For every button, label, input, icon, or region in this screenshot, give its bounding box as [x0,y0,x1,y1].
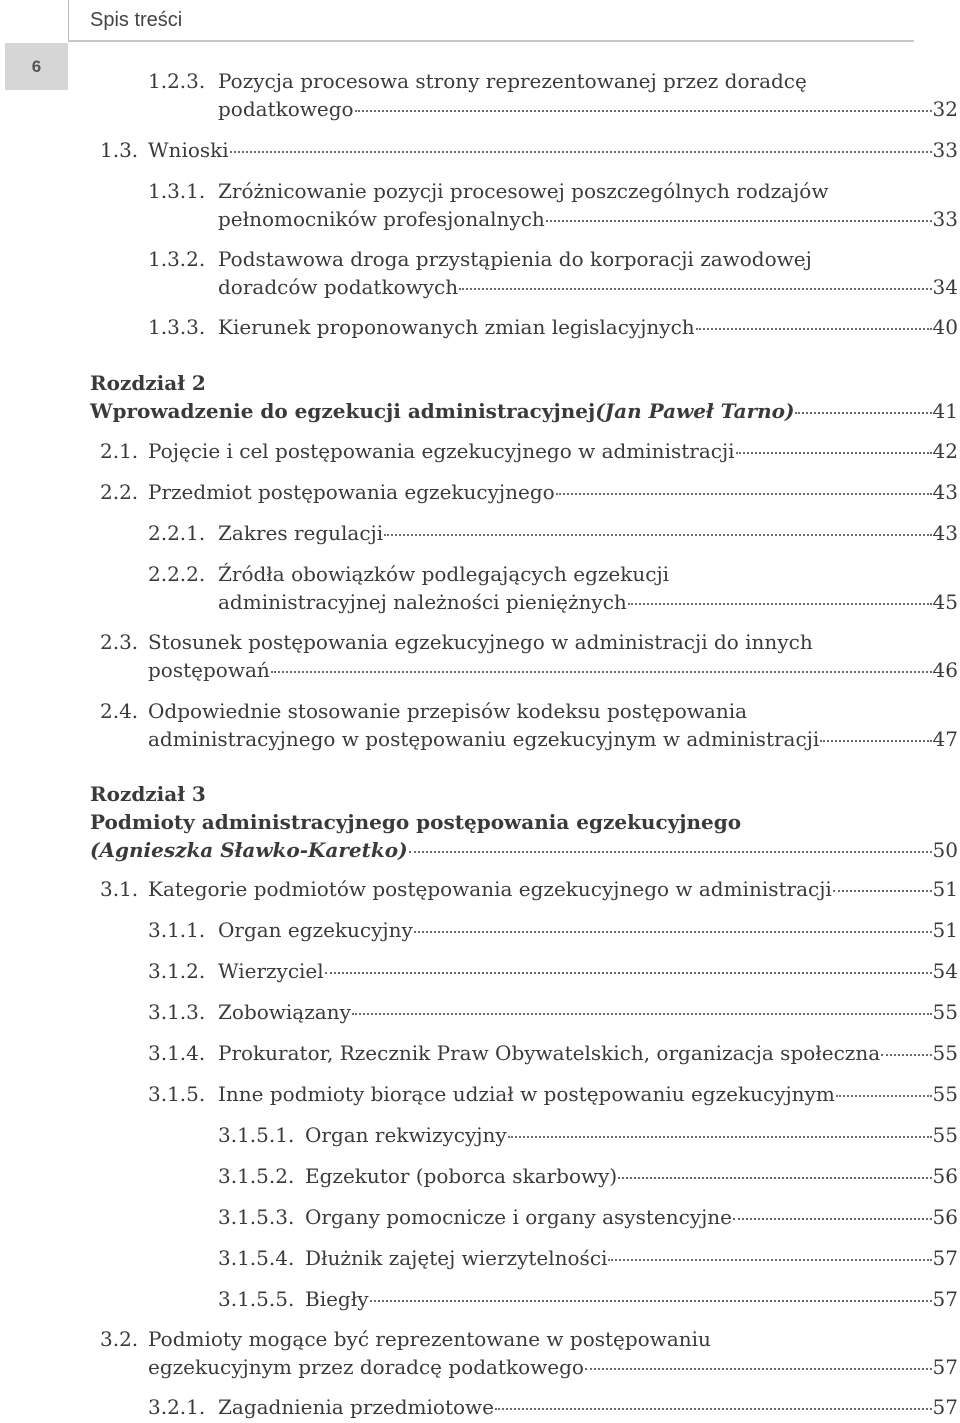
entry-last-line [218,1080,958,1108]
chapter-author: (Agnieszka Sławko-Karetko) [90,838,408,862]
entry-title: Wierzyciel [218,959,324,983]
entry-last-line [90,397,958,425]
entry-last-line [218,1393,958,1421]
page-ref: 33 [932,138,958,162]
page-ref: 57 [932,1287,958,1311]
page-ref: 32 [932,97,958,121]
running-head: Spis treści [90,9,183,31]
leader-dots [325,972,932,974]
entry-last-line [148,725,958,753]
page-ref: 56 [932,1205,958,1229]
entry-title: Pojęcie i cel postępowania egzekucyjnego w administracji [148,439,735,463]
entry-title: pełnomocników profesjonalnych [218,207,545,231]
page-ref: 54 [932,959,958,983]
leader-dots [736,452,932,454]
entry-last-line [148,1353,958,1381]
entry-number: 1.3.3. [148,315,206,339]
entry-title: Zakres regulacji [218,521,384,545]
entry-last-line [218,313,958,341]
entry-title: Kierunek proponowanych zmian legislacyjnych [218,315,695,339]
entry-number: 3.1.5.5. [218,1287,295,1311]
entry-title: Odpowiednie stosowanie przepisów kodeksu postępowania [148,699,748,723]
entry-last-line [148,478,958,506]
entry-title: Organ rekwizycyjny [305,1123,507,1147]
page-ref: 33 [932,207,958,231]
entry-title: administracyjnej należności pieniężnych [218,590,627,614]
leader-dots [733,1218,932,1220]
leader-dots [608,1259,931,1261]
entry-title: Źródła obowiązków podlegających egzekucji [218,562,670,586]
entry-last-line [148,656,958,684]
entry-title: Wnioski [148,138,229,162]
leader-dots [618,1177,931,1179]
entry-number: 3.1.5. [148,1082,206,1106]
page-ref: 51 [932,918,958,942]
entry-title: administracyjnego w postępowaniu egzekucyjnym w administracji [148,727,820,751]
entry-title: Zagadnienia przedmiotowe [218,1395,494,1419]
entry-last-line [218,957,958,985]
entry-title: postępowań [148,658,270,682]
page-ref: 34 [932,275,958,299]
page-ref: 57 [932,1395,958,1419]
entry-number: 2.1. [100,439,139,463]
page-ref: 43 [932,521,958,545]
leader-dots [795,412,931,414]
leader-dots [230,151,932,153]
entry-number: 2.2.1. [148,521,206,545]
entry-number: 3.1.5.1. [218,1123,295,1147]
page-ref: 51 [932,877,958,901]
page-ref: 50 [932,838,958,862]
page-ref: 55 [932,1082,958,1106]
leader-dots [459,288,931,290]
entry-title: Prokurator, Rzecznik Praw Obywatelskich, organizacja społeczna [218,1041,881,1065]
leader-dots [836,1095,932,1097]
entry-last-line [218,998,958,1026]
entry-title: Zobowiązany [218,1000,351,1024]
entry-last-line [148,875,958,903]
chapter-label: Rozdział 3 [90,782,206,806]
entry-title: Zróżnicowanie pozycji procesowej poszczególnych rodzajów [218,179,829,203]
entry-number: 3.1. [100,877,139,901]
entry-last-line [218,519,958,547]
entry-title: Organ egzekucyjny [218,918,413,942]
chapter-label: Rozdział 2 [90,371,206,395]
entry-number: 1.3.2. [148,247,206,271]
entry-number: 3.1.4. [148,1041,206,1065]
entry-number: 2.3. [100,630,139,654]
entry-title: podatkowego [218,97,354,121]
leader-dots [271,671,932,673]
entry-number: 3.1.2. [148,959,206,983]
entry-number: 3.1.5.2. [218,1164,295,1188]
page-ref: 42 [932,439,958,463]
entry-title: Kategorie podmiotów postępowania egzekucyjnego w administracji [148,877,832,901]
entry-title: doradców podatkowych [218,275,459,299]
entry-title: Dłużnik zajętej wierzytelności [305,1246,608,1270]
leader-dots [628,603,932,605]
page-ref: 41 [932,399,958,423]
chapter-author: (Jan Paweł Tarno) [595,399,795,423]
leader-dots [370,1300,932,1302]
leader-dots [409,851,932,853]
entry-number: 2.4. [100,699,139,723]
entry-last-line [218,205,958,233]
entry-last-line [305,1162,958,1190]
entry-last-line [305,1203,958,1231]
leader-dots [414,931,932,933]
entry-title: egzekucyjnym przez doradcę podatkowego [148,1355,584,1379]
leader-dots [546,220,932,222]
entry-last-line [305,1285,958,1313]
entry-last-line [148,136,958,164]
leader-dots [384,534,931,536]
entry-number: 3.1.3. [148,1000,206,1024]
entry-title: Egzekutor (poborca skarbowy) [305,1164,618,1188]
page-ref: 46 [932,658,958,682]
entry-title: Podstawowa droga przystąpienia do korporacji zawodowej [218,247,812,271]
entry-number: 2.2. [100,480,139,504]
page-ref: 55 [932,1123,958,1147]
leader-dots [556,493,932,495]
entry-number: 3.1.5.3. [218,1205,295,1229]
entry-last-line [218,916,958,944]
entry-title: Organy pomocnicze i organy asystencyjne [305,1205,733,1229]
page-ref: 47 [932,727,958,751]
entry-last-line [305,1244,958,1272]
entry-title: Inne podmioty biorące udział w postępowaniu egzekucyjnym [218,1082,835,1106]
leader-dots [352,1013,932,1015]
page-ref: 55 [932,1000,958,1024]
page-ref: 56 [932,1164,958,1188]
entry-number: 1.3. [100,138,139,162]
leader-dots [508,1136,932,1138]
leader-dots [881,1054,931,1056]
entry-last-line [218,273,958,301]
entry-last-line [218,588,958,616]
entry-title: Przedmiot postępowania egzekucyjnego [148,480,555,504]
page-ref: 40 [932,315,958,339]
page-number: 6 [5,43,68,90]
entry-title: Stosunek postępowania egzekucyjnego w administracji do innych [148,630,813,654]
entry-number: 3.1.1. [148,918,206,942]
entry-number: 3.2.1. [148,1395,206,1419]
entry-last-line [218,95,958,123]
leader-dots [355,110,932,112]
entry-last-line [305,1121,958,1149]
page-ref: 55 [932,1041,958,1065]
entry-number: 3.1.5.4. [218,1246,295,1270]
entry-last-line [90,836,958,864]
entry-last-line [218,1039,958,1067]
entry-last-line [148,437,958,465]
entry-number: 1.3.1. [148,179,206,203]
leader-dots [820,740,931,742]
page-ref: 57 [932,1355,958,1379]
leader-dots [585,1368,932,1370]
leader-dots [833,890,932,892]
entry-number: 1.2.3. [148,69,206,93]
page-ref: 43 [932,480,958,504]
leader-dots [696,328,932,330]
entry-title: Pozycja procesowa strony reprezentowanej przez doradcę [218,69,807,93]
entry-title: Biegły [305,1287,369,1311]
entry-number: 2.2.2. [148,562,206,586]
page-ref: 45 [932,590,958,614]
leader-dots [495,1408,932,1410]
page-ref: 57 [932,1246,958,1270]
entry-number: 3.2. [100,1327,139,1351]
chapter-title: Wprowadzenie do egzekucji administracyjnej [90,399,596,423]
chapter-title: Podmioty administracyjnego postępowania egzekucyjnego [90,810,742,834]
entry-title: Podmioty mogące być reprezentowane w postępowaniu [148,1327,711,1351]
